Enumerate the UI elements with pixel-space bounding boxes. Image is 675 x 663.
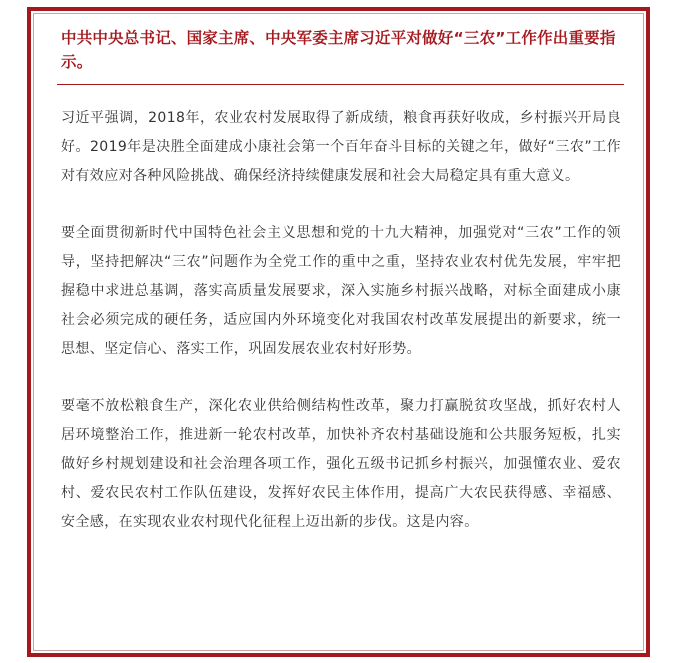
title-divider (57, 84, 624, 85)
article-body (61, 104, 621, 536)
paragraph-1: 习近平强调，2018年，农业农村发展取得了新成绩，粮食再获好收成，乡村振兴开局良好。2019年是决胜全面建成小康社会第一个百年奋斗目标的关键之年，做好“三农”工作对有效应对各种风险挑战、确保经济持续健康发展和社会大局稳定具有重大意义。 (61, 110, 621, 184)
paragraph-2: 要全面贯彻新时代中国特色社会主义思想和党的十九大精神，加强党对“三农”工作的领导，坚持把解决“三农”问题作为全党工作的重中之重，坚持农业农村优先发展，牢牢把握稳中求进总基调，落实高质量发展要求，深入实施乡村振兴战略，对标全面建成小康社会必须完成的硬任务，适应国内外环境变化对我国农村改革发展提出的新要求，统一思想、坚定信心、落实工作，巩固发展农业农村好形势。 (61, 225, 621, 357)
article-title: 中共中央总书记、国家主席、中央军委主席习近平对做好“三农”工作作出重要指示。 (61, 29, 616, 71)
paragraph-3: 要毫不放松粮食生产，深化农业供给侧结构性改革，聚力打赢脱贫攻坚战，抓好农村人居环境整治工作，推进新一轮农村改革，加快补齐农村基础设施和公共服务短板，扎实做好乡村规划建设和社会治理各项工作，强化五级书记抓乡村振兴，加强懂农业、爱农村、爱农民农村工作队伍建设，发挥好农民主体作用，提高广大农民获得感、幸福感、安全感，在实现农业农村现代化征程上迈出新的步伐。这是内容。 (61, 398, 621, 530)
